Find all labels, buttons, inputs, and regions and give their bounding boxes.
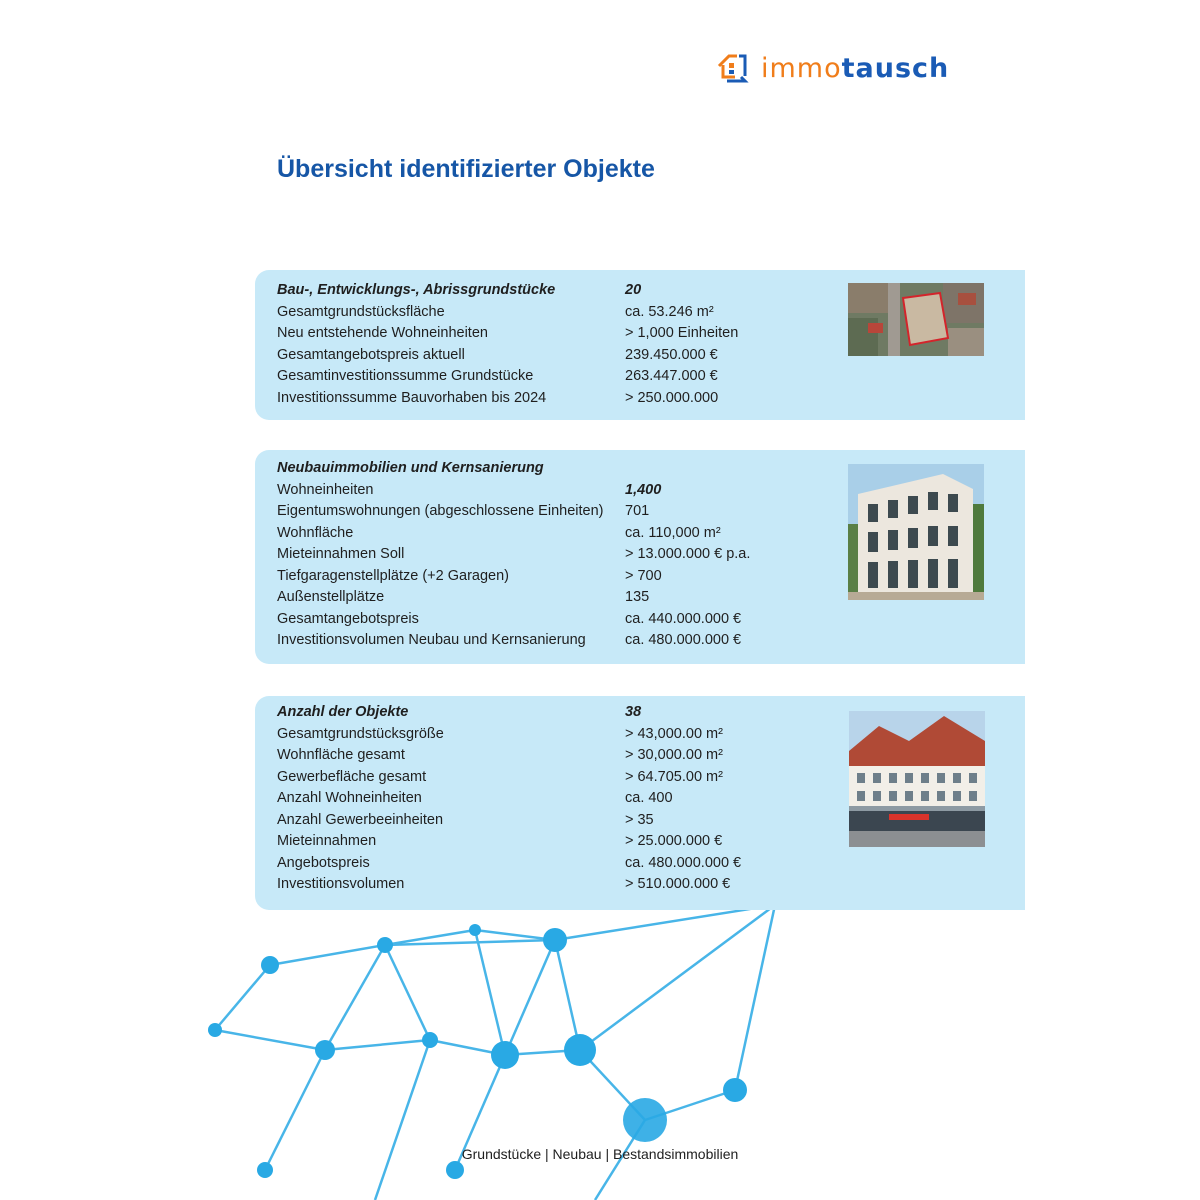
table-row <box>277 566 845 588</box>
table-row <box>277 302 845 324</box>
table-row <box>277 523 845 545</box>
house-swap-icon <box>715 50 751 86</box>
table-row <box>277 609 845 631</box>
row-value: 1,400 <box>625 481 662 498</box>
table-row <box>277 874 845 896</box>
table-row <box>277 853 845 875</box>
table-row <box>277 767 845 789</box>
row-value: 701 <box>625 503 650 519</box>
row-label: Anzahl der Objekte <box>277 704 409 720</box>
row-value: ca. 480.000.000 € <box>625 854 742 871</box>
row-value: > 13.000.000 € p.a. <box>625 546 751 562</box>
row-label: Investitionsvolumen Neubau und Kernsanierung <box>277 632 586 648</box>
logo-text-tausch: tausch <box>841 52 950 84</box>
row-label: Mieteinnahmen <box>277 833 377 849</box>
row-label: Wohneinheiten <box>277 481 374 498</box>
footer-categories: Grundstücke | Neubau | Bestandsimmobilien <box>461 1146 739 1162</box>
document-page <box>175 0 1025 1200</box>
row-label: Neubauimmobilien und Kernsanierung <box>277 460 544 476</box>
row-value: > 30,000.00 m² <box>625 747 723 763</box>
table-row <box>277 745 845 767</box>
table-row <box>277 810 845 832</box>
row-value: 135 <box>625 589 650 605</box>
table-row <box>277 831 845 853</box>
section-header-row <box>277 458 845 480</box>
table-row <box>277 388 845 410</box>
row-value: ca. 53.246 m² <box>625 303 714 320</box>
table-row <box>277 366 845 388</box>
row-label: Neu entstehende Wohneinheiten <box>277 325 488 341</box>
table-row <box>277 544 845 566</box>
row-value: > 510.000.000 € <box>625 876 731 892</box>
row-label: Gesamtgrundstücksfläche <box>277 303 445 320</box>
row-value: ca. 400 <box>625 790 673 806</box>
row-value: > 700 <box>625 567 662 584</box>
table-row <box>277 501 845 523</box>
row-label: Angebotspreis <box>277 854 370 871</box>
row-label: Mieteinnahmen Soll <box>277 546 405 562</box>
aerial-plot-photo <box>848 283 984 356</box>
row-value: 20 <box>625 282 642 298</box>
row-label: Gewerbefläche gesamt <box>277 768 427 785</box>
row-label: Wohnfläche gesamt <box>277 747 405 763</box>
row-value: > 43,000.00 m² <box>625 725 723 742</box>
row-label: Investitionssumme Bauvorhaben bis 2024 <box>277 389 547 406</box>
table-row <box>277 788 845 810</box>
row-label: Bau-, Entwicklungs-, Abrissgrundstücke <box>277 282 556 298</box>
row-label: Wohnfläche <box>277 524 354 541</box>
brand-logo <box>715 50 949 86</box>
row-value: > 250.000.000 <box>625 389 719 406</box>
row-value <box>625 458 845 480</box>
row-value: ca. 480.000.000 € <box>625 632 742 648</box>
new-building-photo <box>848 464 984 600</box>
row-value: > 25.000.000 € <box>625 833 723 849</box>
row-label: Gesamtgrundstücksgröße <box>277 725 444 742</box>
table-row <box>277 630 845 652</box>
table-row <box>277 587 845 609</box>
row-value: > 64.705.00 m² <box>625 768 723 785</box>
table-row <box>277 480 845 502</box>
page-title: Übersicht identifizierter Objekte <box>277 155 655 183</box>
existing-building-photo <box>849 711 985 847</box>
row-label: Investitionsvolumen <box>277 876 405 892</box>
row-label: Außenstellplätze <box>277 589 385 605</box>
row-value: > 35 <box>625 811 654 828</box>
section-header-row <box>277 702 845 724</box>
table-row <box>277 323 845 345</box>
row-label: Eigentumswohnungen (abgeschlossene Einheiten) <box>277 503 604 519</box>
row-value: 263.447.000 € <box>625 368 718 384</box>
row-label: Tiefgaragenstellplätze (+2 Garagen) <box>277 567 509 584</box>
row-label: Anzahl Wohneinheiten <box>277 790 422 806</box>
table-row <box>277 345 845 367</box>
row-value: 239.450.000 € <box>625 346 718 363</box>
row-label: Gesamtangebotspreis <box>277 610 419 627</box>
row-value: ca. 110,000 m² <box>625 524 721 541</box>
section-bestand <box>255 696 1025 910</box>
row-label: Gesamtangebotspreis aktuell <box>277 346 465 363</box>
section-header-row <box>277 280 845 302</box>
row-value: > 1,000 Einheiten <box>625 325 739 341</box>
row-label: Gesamtinvestitionssumme Grundstücke <box>277 368 534 384</box>
row-value: 38 <box>625 704 642 720</box>
row-value: ca. 440.000.000 € <box>625 610 742 627</box>
logo-text-immo: immo <box>761 52 842 84</box>
table-row <box>277 724 845 746</box>
section-grundstuecke <box>255 270 1025 420</box>
row-label: Anzahl Gewerbeeinheiten <box>277 811 444 828</box>
section-neubau <box>255 450 1025 664</box>
